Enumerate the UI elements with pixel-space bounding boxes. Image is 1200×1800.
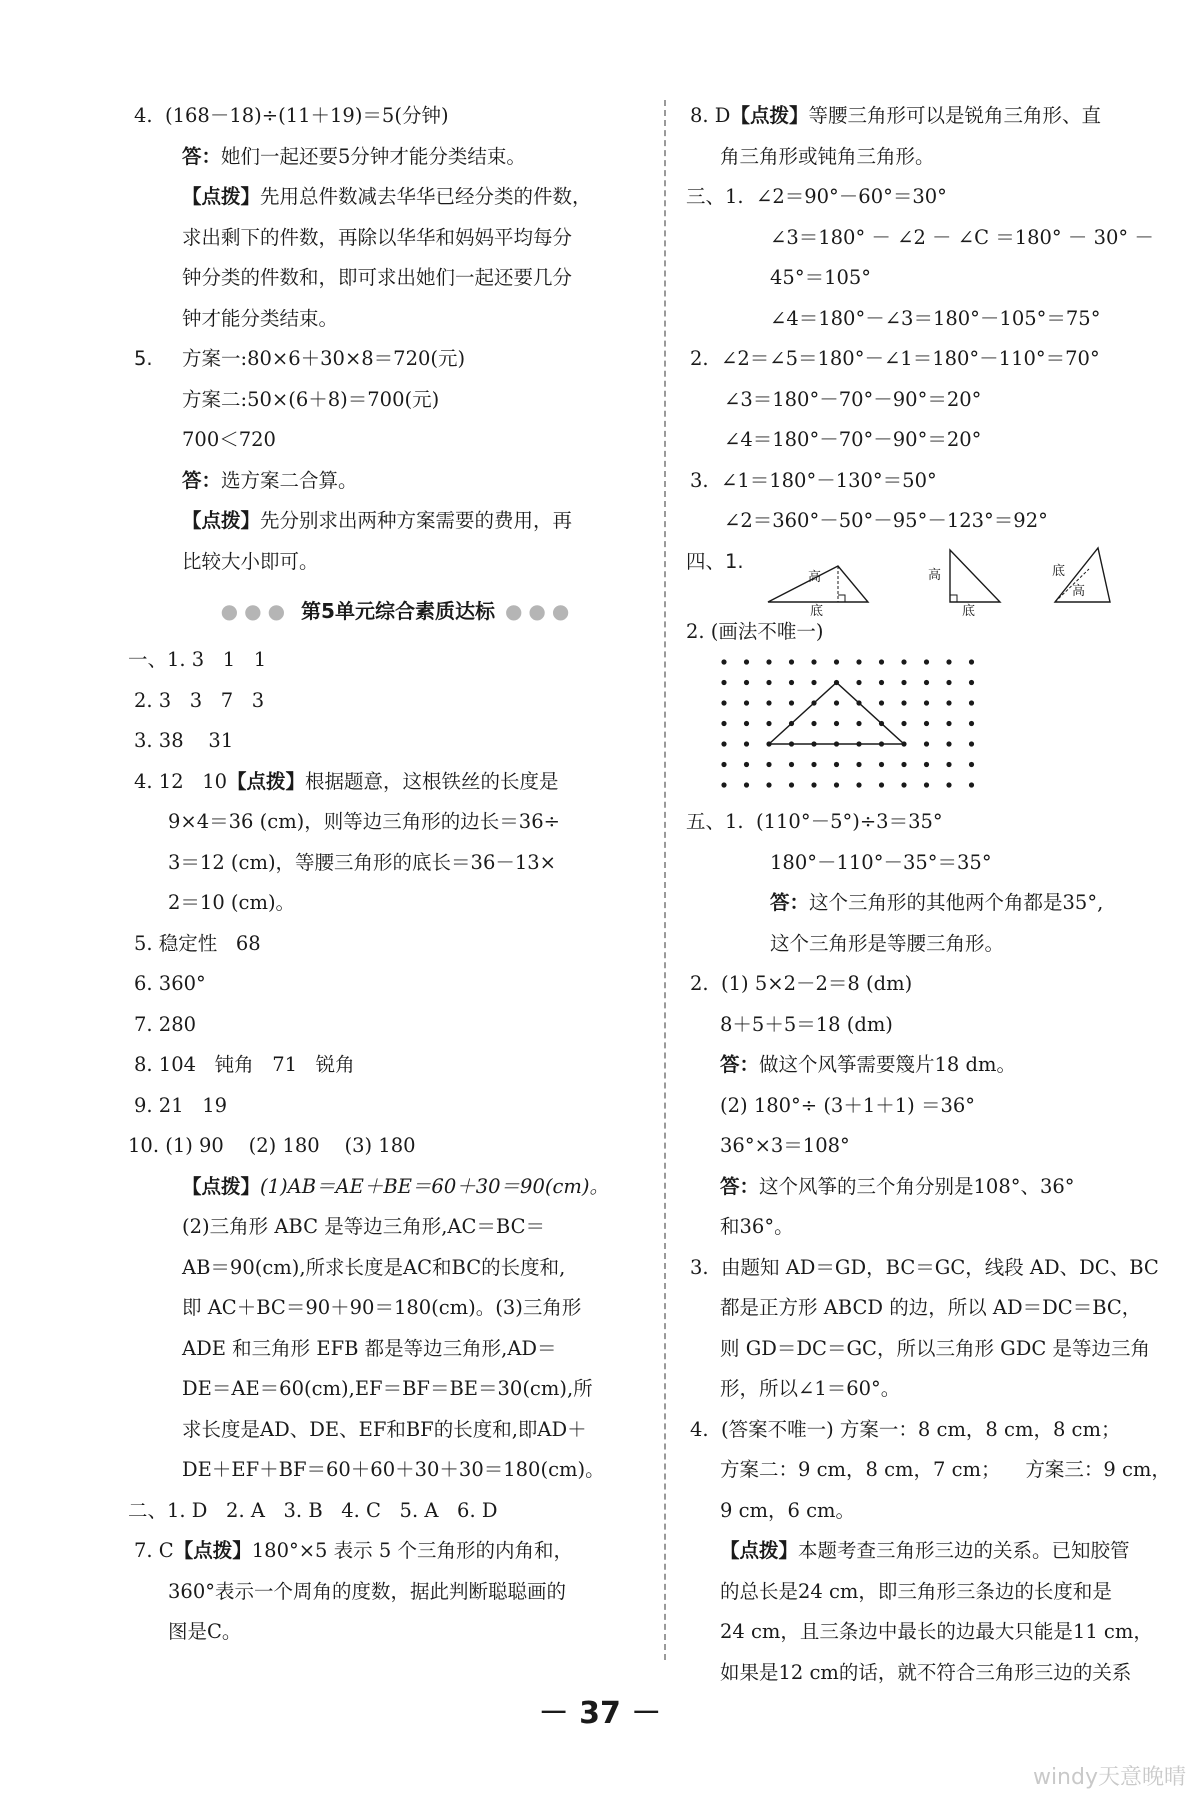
grid-dot [811,762,816,767]
part5-q2-line: 36°×3＝108° [720,1134,850,1157]
part2-q7-tip: 图是C。 [168,1620,242,1643]
grid-dot [879,762,884,767]
grid-dot [744,782,749,787]
part2-q7-tip: 360°表示一个周角的度数，据此判断聪聪画的 [168,1579,566,1603]
answer-text: 她们一起还要5分钟才能分类结束。 [221,144,526,168]
grid-dot [946,659,951,664]
grid-dot [721,762,726,767]
grid-dot [924,721,929,726]
q4-tip-line: 钟才能分类结束。 [182,306,339,330]
grid-dot [856,782,861,787]
grid-dot [879,659,884,664]
answer-label: 答： [182,144,222,168]
part5-q2-line: 8＋5＋5＝18 (dm) [720,1012,893,1036]
grid-dot [924,680,929,685]
part3-q1-line: 45°＝105° [770,266,872,289]
grid-dot [879,700,884,705]
triangle-heights-figure [690,542,1160,614]
grid-dot [744,741,749,746]
part1-q1: 一、1. 3 1 1 [128,648,267,671]
q4-tip-line: 求出剩下的件数，再除以华华和妈妈平均每分 [182,225,573,249]
grid-dot [789,700,794,705]
part5-q4-line: 4. (答案不唯一) 方案一：8 cm，8 cm，8 cm； [690,1417,1121,1441]
section-title-row [148,582,648,640]
part5-q4-tip [690,1531,1188,1572]
tip-label: 【点拨】 [730,104,809,127]
grid-dot [946,721,951,726]
tip-text: 先用总件数减去华华已经分类的件数， [260,185,592,208]
part1-q7: 7. 280 [134,1012,197,1036]
grid-dot [969,782,974,787]
answer-label: 答： [720,1053,760,1076]
part3-q1-line: 三、1. ∠2＝90°－60°＝30° [686,185,947,208]
r8-tip-line: 角三角形或钝角三角形。 [720,144,935,168]
grid-dot [766,762,771,767]
q5-tip-line: 比较大小即可。 [182,549,319,573]
left-column [128,96,648,1653]
triangle-figures [686,542,1188,619]
grid-dot [766,782,771,787]
q5-plan-two: 方案二:50×(6＋8)＝700(元) [182,387,440,411]
tip-label: 【点拨】 [182,1174,261,1198]
part5-q2-line: 2. (1) 5×2－2＝8 (dm) [690,972,913,995]
grid-dot [766,659,771,664]
base-label: 底 [962,603,976,619]
base-label: 底 [1052,563,1066,579]
grid-dot [969,659,974,664]
part5-q1-line: 180°－110°－35°＝35° [770,850,992,874]
part5-q2-answer [690,1045,1188,1086]
part1-q4-tip: 9×4＝36 (cm)，则等边三角形的边长＝36÷ [168,810,560,833]
tip-text: 等腰三角形可以是锐角三角形、直 [808,104,1101,127]
part3-q1-line: ∠3＝180° － ∠2 － ∠C ＝180° － 30° － [770,225,1154,249]
drawn-triangle [769,683,904,745]
grid-dot [946,680,951,685]
q5-answer [148,461,648,502]
part5-q3-line: 3. 由题知 AD＝GD，BC＝GC，线段 AD、DC、BC [690,1255,1159,1279]
q5-plan-one [134,339,648,380]
q5-plan-one-text: 方案一:80×6＋30×8＝720(元) [182,347,466,370]
grid-dot [879,680,884,685]
grid-dot [766,700,771,705]
part2-row: 二、1. D 2. A 3. B 4. C 5. A 6. D [128,1498,498,1522]
grid-dot [969,721,974,726]
grid-dot [811,782,816,787]
part5-q2-answer [690,1167,1188,1208]
answer-label: 答： [770,891,810,914]
grid-dot [744,680,749,685]
grid-dot [856,721,861,726]
grid-dot [766,680,771,685]
grid-dot [946,782,951,787]
grid-dot [901,700,906,705]
part5-q4-tip: 的总长是24 cm，即三角形三条边的长度和是 [720,1579,1112,1603]
tip-label: 【点拨】 [182,185,261,208]
answer-text: 这个风筝的三个角分别是108°、36° [759,1174,1075,1198]
grid-dot [946,700,951,705]
grid-dot [856,680,861,685]
grid-dot [766,721,771,726]
grid-dot [789,782,794,787]
grid-dot [834,762,839,767]
tip-text: 先分别求出两种方案需要的费用，再 [260,509,573,532]
grid-dot [879,782,884,787]
grid-dot [924,762,929,767]
grid-dot [901,762,906,767]
part4-q2: 2. (画法不唯一) [686,619,824,643]
part5-q4-tip: 24 cm，且三条边中最长的边最大只能是11 cm， [720,1620,1153,1643]
tip-text: (1)AB＝AE＋BE＝60＋30＝90(cm)。 [260,1174,609,1198]
right-angle-mark [838,595,845,602]
part1-q6: 6. 360° [134,972,206,995]
grid-dot [834,721,839,726]
answer-text: 做这个风筝需要篾片18 dm。 [759,1053,1017,1076]
part2-q7 [134,1531,648,1572]
part1-q5: 5. 稳定性 68 [134,931,261,955]
grid-dot [721,782,726,787]
tip-text: 180°×5 表示 5 个三角形的内角和， [251,1539,573,1562]
q5-number: 5. [134,347,153,370]
q10-tip-line: AB＝90(cm),所求长度是AC和BC的长度和, [182,1255,566,1279]
section-title: 第5单元综合素质达标 [301,599,495,623]
dot-grid-figure [690,652,1188,802]
answer-text: 选方案二合算。 [221,468,358,492]
q4-equation: 4. (168－18)÷(11＋19)＝5(分钟) [134,104,449,127]
grid-dot [721,659,726,664]
grid-dot [721,680,726,685]
grid-dot [721,721,726,726]
right-column [686,96,1188,1693]
grid-dot [924,782,929,787]
part1-q3: 3. 38 31 [134,729,234,752]
grid-dot [744,721,749,726]
grid-dot [901,721,906,726]
grid-dot [969,680,974,685]
grid-dot [744,762,749,767]
part3-q3-line: 3. ∠1＝180°－130°＝50° [690,468,937,492]
q10-tip-line: 即 AC＋BC＝90＋90＝180(cm)。(3)三角形 [182,1296,582,1319]
triangle-2 [950,550,1000,602]
q4-answer: 4. 12 10 [134,769,228,793]
grid-dot [924,741,929,746]
part5-q4-tip: 如果是12 cm的话，就不符合三角形三边的关系 [720,1660,1132,1684]
grid-dot [924,659,929,664]
part5-q4-line: 方案二：9 cm，8 cm，7 cm； 方案三：9 cm， [720,1458,1171,1481]
part5-q3-line: 形，所以∠1＝60°。 [720,1377,901,1400]
watermark: windy天意晚晴 [1032,1765,1186,1790]
part5-q2-line: (2) 180°÷ (3＋1＋1) ＝36° [720,1093,976,1117]
part3-q2-line: ∠3＝180°－70°－90°＝20° [724,387,982,411]
q5-compare: 700＜720 [182,428,276,451]
grid-dot [969,762,974,767]
tip-text: 根据题意，这根铁丝的长度是 [305,769,559,793]
height-label: 高 [808,569,822,585]
tip-label: 【点拨】 [720,1539,799,1562]
q10-tip-line: ADE 和三角形 EFB 都是等边三角形,AD＝ [182,1336,557,1360]
q8-answer: 8. D [690,104,731,127]
grid-dot [789,680,794,685]
part3-q3-line: ∠2＝360°－50°－95°－123°＝92° [724,509,1048,532]
tip-label: 【点拨】 [173,1539,252,1562]
q10-tip-line: (2)三角形 ABC 是等边三角形,AC＝BC＝ [182,1215,546,1238]
grid-dot [721,700,726,705]
dot-grid [718,656,1018,806]
part1-q4-tip: 2＝10 (cm)。 [168,891,296,914]
q10-tip-line [148,1167,648,1208]
part1-q9: 9. 21 19 [134,1093,228,1117]
tip-label: 【点拨】 [182,509,261,532]
decor-dots-left: ●●● [220,599,292,623]
grid-dot [924,700,929,705]
grid-dot [789,659,794,664]
answer-label: 答： [720,1174,760,1198]
grid-dot [946,741,951,746]
q4-tip-line: 钟分类的件数和，即可求出她们一起还要几分 [182,266,573,289]
grid-dot [856,762,861,767]
height-label: 高 [928,567,942,583]
grid-dot [969,741,974,746]
part1-q2: 2. 3 3 7 3 [134,688,265,712]
part3-q1-line: ∠4＝180°－∠3＝180°－105°＝75° [770,306,1101,330]
part5-q2-answer: 和36°。 [720,1215,794,1238]
grid-dot [901,659,906,664]
q4-tip-line [148,177,648,218]
page-number: － 37 － [538,1696,662,1731]
part5-q1-line: 五、1. (110°－5°)÷3＝35° [686,810,943,833]
part1-q10: 10. (1) 90 (2) 180 (3) 180 [128,1134,416,1157]
part5-q1-answer: 这个三角形是等腰三角形。 [770,931,1005,955]
grid-dot [834,700,839,705]
decor-dots-right: ●●● [504,599,576,623]
grid-dot [901,782,906,787]
grid-dot [946,762,951,767]
q10-tip-line: 求长度是AD、DE、EF和BF的长度和,即AD＋ [182,1417,587,1441]
grid-dot [744,700,749,705]
grid-dot [744,659,749,664]
grid-dot [856,659,861,664]
part3-q2-line: 2. ∠2＝∠5＝180°－∠1＝180°－110°＝70° [690,347,1100,370]
column-divider [664,100,666,1660]
part4-q1-label: 四、1. [686,549,744,573]
grid-dot [789,762,794,767]
grid-dot [834,782,839,787]
answer-text: 这个三角形的其他两个角都是35°, [809,891,1104,914]
base-label: 底 [810,603,824,619]
tip-label: 【点拨】 [227,769,306,793]
r8-line [690,96,1188,137]
part5-q3-line: 都是正方形 ABCD 的边，所以 AD＝DC＝BC， [720,1296,1142,1319]
right-angle-mark [950,595,957,602]
grid-dot [969,700,974,705]
grid-dot [811,680,816,685]
grid-dot [811,659,816,664]
grid-dot [721,741,726,746]
q5-tip-line [148,501,648,542]
part1-q4 [134,762,648,803]
part1-q4-tip: 3＝12 (cm)，等腰三角形的底长＝36－13× [168,850,557,874]
q10-tip-line: DE＋EF＋BF＝60＋60＋30＋30＝180(cm)。 [182,1458,605,1481]
q10-tip-line: DE＝AE＝60(cm),EF＝BF＝BE＝30(cm),所 [182,1377,593,1400]
part5-q3-line: 则 GD＝DC＝GC，所以三角形 GDC 是等边三角 [720,1336,1150,1360]
part1-q8: 8. 104 钝角 71 锐角 [134,1053,355,1076]
answer-label: 答： [182,468,222,492]
tip-text: 本题考查三角形三边的关系。已知胶管 [798,1539,1130,1562]
grid-dot [834,659,839,664]
part5-q4-line: 9 cm，6 cm。 [720,1498,856,1522]
grid-dot [811,721,816,726]
height-label: 高 [1072,583,1086,599]
grid-dot [901,680,906,685]
part3-q2-line: ∠4＝180°－70°－90°＝20° [724,428,982,451]
part5-q1-answer [690,883,1188,924]
q7-answer: 7. C [134,1539,174,1562]
q4-answer [148,137,648,178]
